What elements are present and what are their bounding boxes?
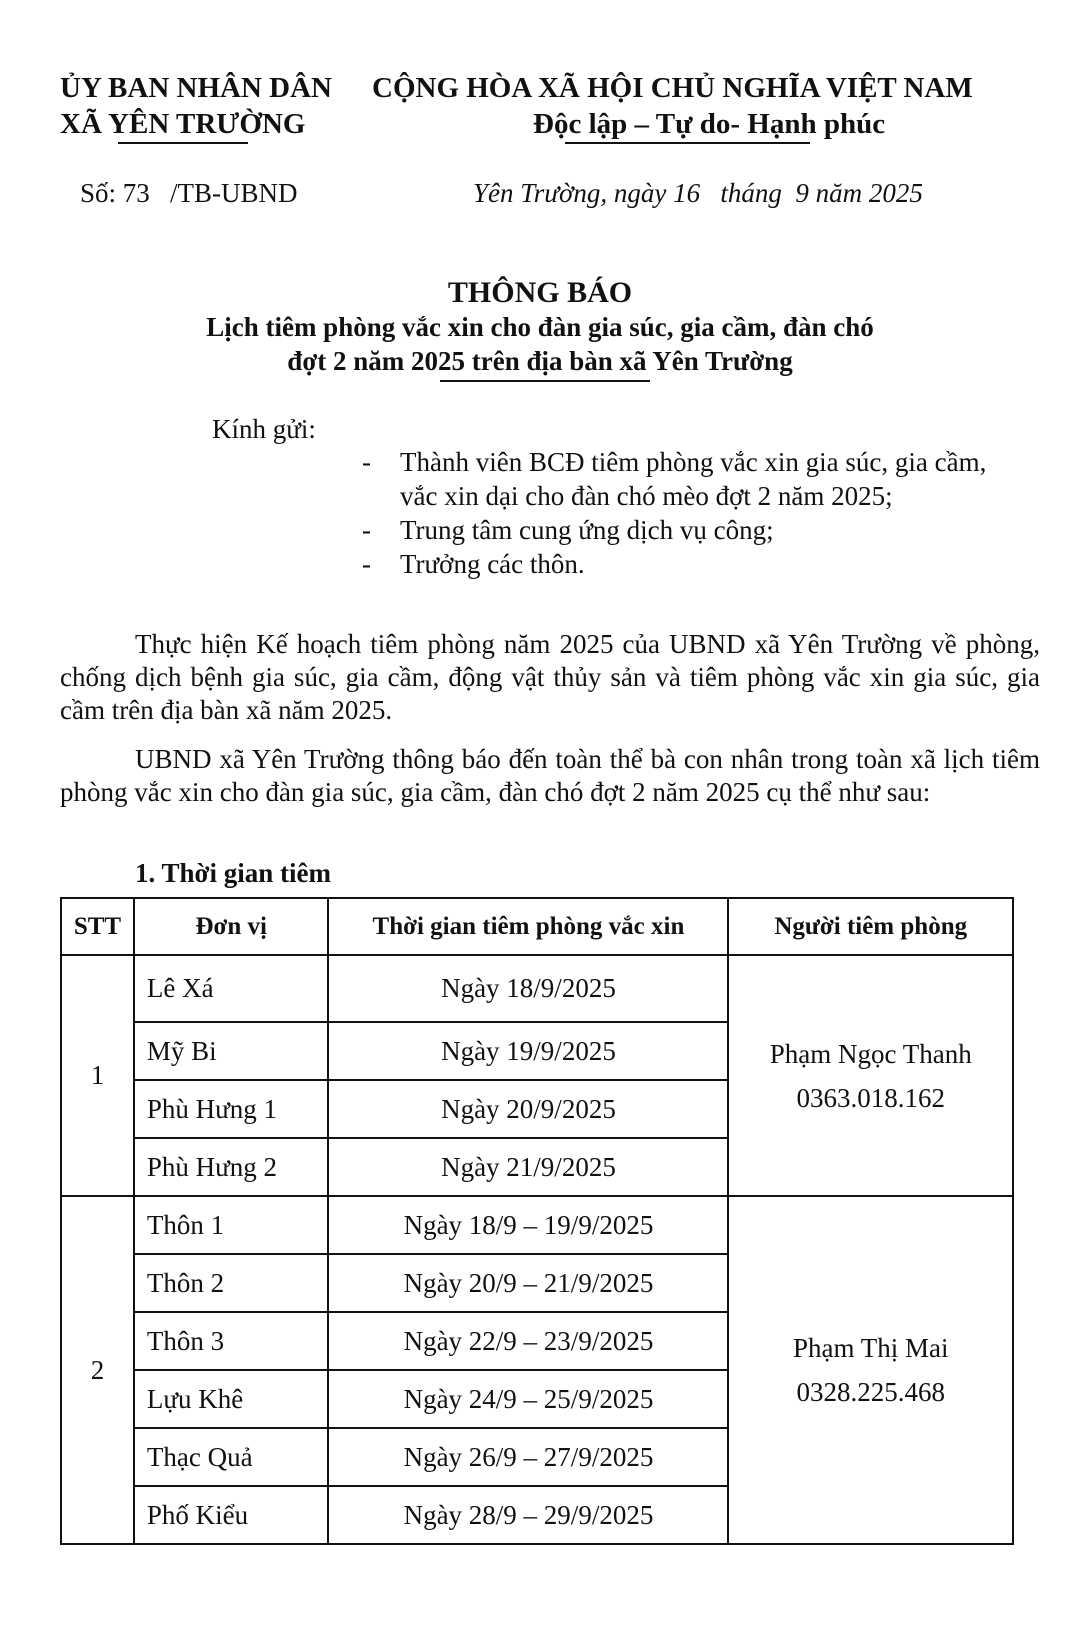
person-name: Phạm Thị Mai xyxy=(792,1333,949,1363)
group-stt: 1 xyxy=(61,955,134,1196)
recipient-item-3: Trưởng các thôn. xyxy=(400,549,585,579)
agency-name-line2: XÃ YÊN TRƯỜNG xyxy=(60,108,306,140)
table-row xyxy=(61,955,1013,1022)
unit-cell: Phù Hưng 2 xyxy=(134,1138,329,1196)
table-header-row xyxy=(61,898,1013,955)
date-cell: Ngày 24/9 – 25/9/2025 xyxy=(328,1370,728,1428)
recipient-item-2: Trung tâm cung ứng dịch vụ công; xyxy=(400,515,774,545)
notice-title: THÔNG BÁO xyxy=(447,276,633,309)
person-cell xyxy=(728,955,1013,1196)
recipient-dash: - xyxy=(362,549,371,579)
recipient-item-1-line2: vắc xin dại cho đàn chó mèo đợt 2 năm 2025; xyxy=(400,481,893,511)
unit-cell: Lựu Khê xyxy=(134,1370,329,1428)
motto-underline xyxy=(565,142,810,144)
agency-name-line1: ỦY BAN NHÂN DÂN xyxy=(60,72,333,104)
notice-subtitle-line1: Lịch tiêm phòng vắc xin cho đàn gia súc, gia cầm, đàn chó xyxy=(206,312,874,342)
recipients-label: Kính gửi: xyxy=(212,414,316,444)
recipient-item-1-line1: Thành viên BCĐ tiêm phòng vắc xin gia súc, gia cầm, xyxy=(400,447,987,477)
agency-underline xyxy=(118,142,248,144)
header-unit: Đơn vị xyxy=(134,898,329,955)
date-cell: Ngày 21/9/2025 xyxy=(328,1138,728,1196)
header-person: Người tiêm phòng xyxy=(728,898,1013,955)
date-cell: Ngày 19/9/2025 xyxy=(328,1022,728,1080)
date-cell: Ngày 20/9 – 21/9/2025 xyxy=(328,1254,728,1312)
date-cell: Ngày 18/9 – 19/9/2025 xyxy=(328,1196,728,1254)
person-cell xyxy=(728,1196,1013,1544)
person-phone: 0363.018.162 xyxy=(796,1082,945,1113)
date-cell: Ngày 18/9/2025 xyxy=(328,955,728,1022)
header-time: Thời gian tiêm phòng vắc xin xyxy=(328,898,728,955)
unit-cell: Thôn 1 xyxy=(134,1196,329,1254)
table-row xyxy=(61,1196,1013,1254)
recipient-dash: - xyxy=(362,447,371,477)
header-stt: STT xyxy=(61,898,134,955)
person-name: Phạm Ngọc Thanh xyxy=(769,1038,972,1069)
unit-cell: Phù Hưng 1 xyxy=(134,1080,329,1138)
body-paragraph-1 xyxy=(60,628,1040,727)
national-title: CỘNG HÒA XÃ HỘI CHỦ NGHĨA VIỆT NAM xyxy=(372,72,973,104)
body-paragraph-1-text: Thực hiện Kế hoạch tiêm phòng năm 2025 của UBND xã Yên Trường về phòng, chống dịch bệnh gia súc, gia cầm, động vật thủy sản và tiêm phòng vắc xin gia súc, gia cầm trên địa bàn xã năm 2025. xyxy=(60,629,1040,725)
national-motto: Độc lập – Tự do- Hạnh phúc xyxy=(533,108,886,140)
body-paragraph-2 xyxy=(60,743,1040,809)
unit-cell: Mỹ Bi xyxy=(134,1022,329,1080)
vaccination-schedule-table xyxy=(60,897,1014,1545)
group-stt: 2 xyxy=(61,1196,134,1544)
date-cell: Ngày 20/9/2025 xyxy=(328,1080,728,1138)
recipient-dash: - xyxy=(362,515,371,545)
section-heading: 1. Thời gian tiêm xyxy=(135,858,331,888)
place-date: Yên Trường, ngày 16 tháng 9 năm 2025 xyxy=(473,178,923,208)
date-cell: Ngày 26/9 – 27/9/2025 xyxy=(328,1428,728,1486)
document-number: Số: 73 /TB-UBND xyxy=(80,178,298,208)
date-cell: Ngày 28/9 – 29/9/2025 xyxy=(328,1486,728,1544)
unit-cell: Thôn 2 xyxy=(134,1254,329,1312)
body-paragraph-2-text: UBND xã Yên Trường thông báo đến toàn thể bà con nhân trong toàn xã lịch tiêm phòng vắc xin cho đàn gia súc, gia cầm, đàn chó đợt 2 năm 2025 cụ thể như sau: xyxy=(60,744,1040,807)
unit-cell: Thôn 3 xyxy=(134,1312,329,1370)
date-cell: Ngày 22/9 – 23/9/2025 xyxy=(328,1312,728,1370)
notice-subtitle-line2: đợt 2 năm 2025 trên địa bàn xã Yên Trường xyxy=(287,346,793,376)
unit-cell: Phố Kiểu xyxy=(134,1486,329,1544)
person-phone: 0328.225.468 xyxy=(796,1377,945,1407)
unit-cell: Thạc Quả xyxy=(134,1428,329,1486)
unit-cell: Lê Xá xyxy=(134,955,329,1022)
title-underline xyxy=(440,380,650,382)
